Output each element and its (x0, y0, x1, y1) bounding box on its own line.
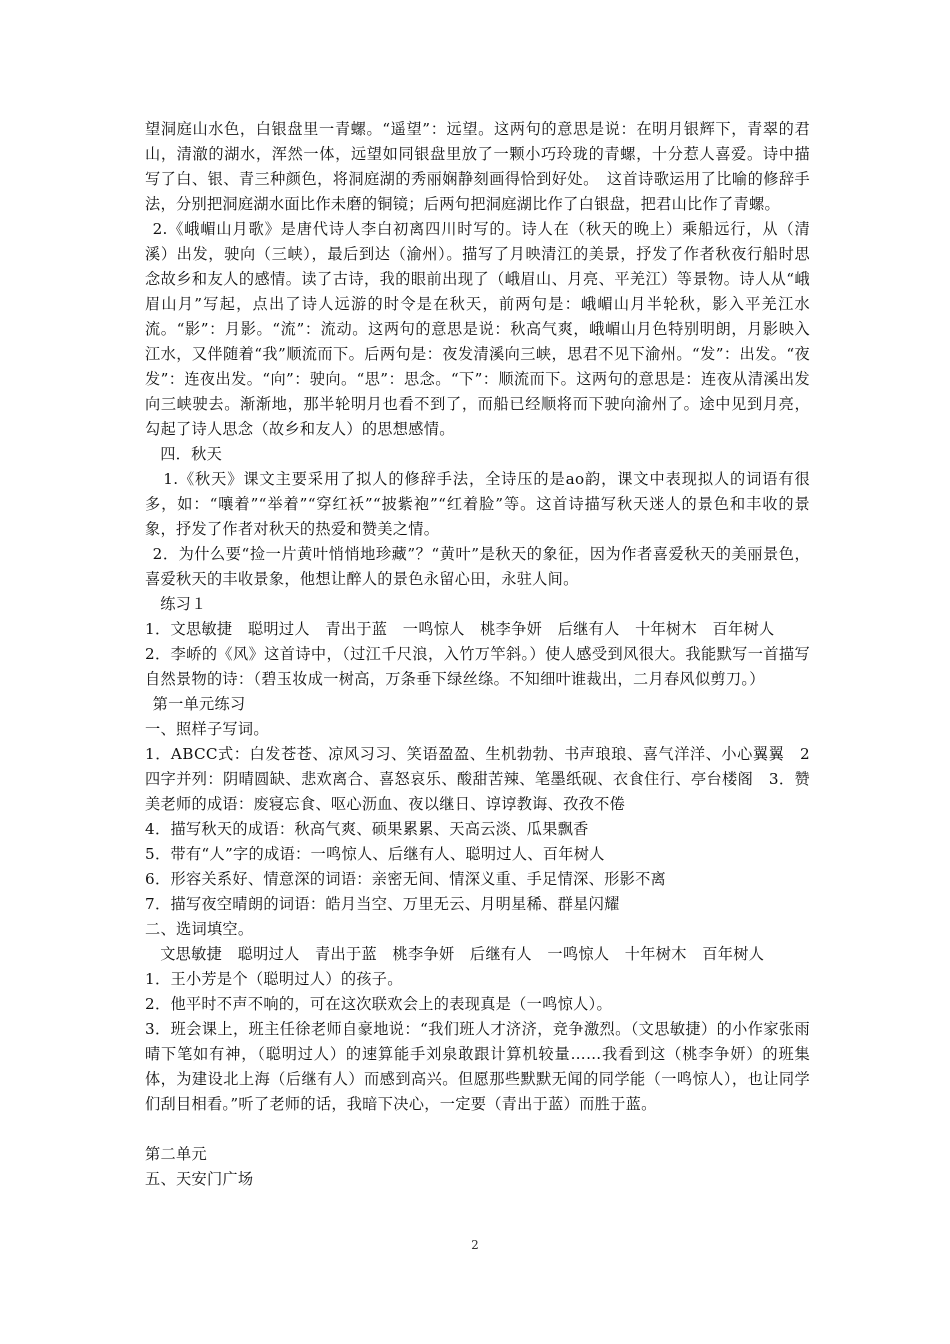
heading-tiananmen-square: 五、天安门广场 (145, 1170, 254, 1188)
heading-fill-blanks: 二、选词填空。 (145, 920, 254, 938)
paragraph-exercise-1-item-2: 2．李峤的《风》这首诗中，（过江千尺浪，入竹万竿斜。）使人感受到风很大。我能默写一首描写自然景物的诗：（碧玉妆成一树高，万条垂下绿丝绦。不知细叶谁裁出，二月春风似剪刀。） (145, 645, 810, 688)
paragraph-fill-item-1: 1．王小芳是个（聪明过人）的孩子。 (145, 970, 403, 988)
paragraph-emei-poem: 2.《峨嵋山月歌》是唐代诗人李白初离四川时写的。诗人在（秋天的晚上）乘船远行，从（清溪）出发，驶向（三峡），最后到达（渝州）。描写了月映清江的美景，抒发了作者秋夜行船时思念故乡和友人的感情。读了古诗，我的眼前出现了（峨眉山、月亮、平羌江）等景物。诗人从“峨眉山月”写起，点出了诗人远游的时令是在秋天，前两句是：峨嵋山月半轮秋，影入平羌江水流。“影”：月影。“流”：流动。这两句的意思是说：秋高气爽，峨嵋山月色特别明朗，月影映入江水，又伴随着“我”顺流而下。后两句是：夜发清溪向三峡，思君不见下渝州。“发”：出发。“夜发”：连夜出发。“向”：驶向。“思”：思念。“下”：顺流而下。这两句的意思是：连夜从清溪出发向三峡驶去。渐渐地，那半轮明月也看不到了，而船已经顺将而下驶向渝州了。途中见到月亮，勾起了诗人思念（故乡和友人）的思想感情。 (145, 220, 810, 438)
paragraph-autumn-idioms: 4．描写秋天的成语：秋高气爽、硕果累累、天高云淡、瓜果飘香 (145, 820, 589, 838)
paragraph-word-patterns: 1．ABCC式：白发苍苍、凉风习习、笑语盈盈、生机勃勃、书声琅琅、喜气洋洋、小心翼翼 2四字并列：阴晴圆缺、悲欢离合、喜怒哀乐、酸甜苦辣、笔墨纸砚、衣食住行、亭台楼阁 3．赞美老师的成语：废寝忘食、呕心沥血、夜以继日、谆谆教诲、孜孜不倦 (145, 745, 810, 813)
paragraph-word-bank: 文思敏捷 聪明过人 青出于蓝 桃李争妍 后继有人 一鸣惊人 十年树木 百年树人 (160, 945, 765, 963)
paragraph-night-sky-words: 7．描写夜空晴朗的词语：皓月当空、万里无云、月明星稀、群星闪耀 (145, 895, 620, 913)
paragraph-exercise-1-item-1: 1．文思敏捷 聪明过人 青出于蓝 一鸣惊人 桃李争妍 后继有人 十年树木 百年树人 (145, 620, 775, 638)
heading-lesson-autumn: 四．秋天 (160, 445, 223, 463)
heading-unit-1-exercise: 第一单元练习 (152, 695, 246, 713)
spacer (145, 1117, 810, 1142)
paragraph-fill-item-2: 2．他平时不声不响的，可在这次联欢会上的表现真是（一鸣惊人）。 (145, 995, 612, 1013)
heading-exercise-1: 练习１ (160, 595, 207, 613)
paragraph-ren-idioms: 5．带有“人”字的成语：一鸣惊人、后继有人、聪明过人、百年树人 (145, 845, 605, 863)
paragraph-dongting-poem: 望洞庭山水色，白银盘里一青螺。“遥望”：远望。这两句的意思是说：在明月银辉下，青翠的君山，清澈的湖水，浑然一体，远望如同银盘里放了一颗小巧玲珑的青螺，十分惹人喜爱。诗中描写了白、银、青三种颜色，将洞庭湖的秀丽娴静刻画得恰到好处。 这首诗歌运用了比喻的修辞手法，分别把洞庭湖水面比作未磨的铜镜；后两句把洞庭湖比作了白银盘，把君山比作了青螺。 (145, 120, 810, 213)
paragraph-autumn-1: 1.《秋天》课文主要采用了拟人的修辞手法，全诗压的是ao韵，课文中表现拟人的词语有很多，如：“嚷着”“举着”“穿红袄”“披紫袍”“红着脸”等。这首诗描写秋天迷人的景色和丰收的景象，抒发了作者对秋天的热爱和赞美之情。 (145, 470, 810, 538)
paragraph-relationship-words: 6．形容关系好、情意深的词语：亲密无间、情深义重、手足情深、形影不离 (145, 870, 667, 888)
page-number: 2 (471, 1238, 479, 1252)
document-body (145, 117, 810, 1192)
paragraph-fill-item-3: 3．班会课上，班主任徐老师自豪地说：“我们班人才济济，竞争激烈。（文思敏捷）的小作家张雨晴下笔如有神，（聪明过人）的速算能手刘泉敢跟计算机较量……我看到这（桃李争妍）的班集体，为建设北上海（后继有人）而感到高兴。但愿那些默默无闻的同学能（一鸣惊人），也让同学们刮目相看。”听了老师的话，我暗下决心，一定要（青出于蓝）而胜于蓝。 (145, 1020, 810, 1113)
paragraph-autumn-2: 2．为什么要“捡一片黄叶悄悄地珍藏”？“黄叶”是秋天的象征，因为作者喜爱秋天的美丽景色，喜爱秋天的丰收景象，他想让醉人的景色永留心田，永驻人间。 (145, 545, 810, 588)
heading-unit-2: 第二单元 (145, 1145, 207, 1163)
heading-write-words: 一、照样子写词。 (145, 720, 269, 738)
